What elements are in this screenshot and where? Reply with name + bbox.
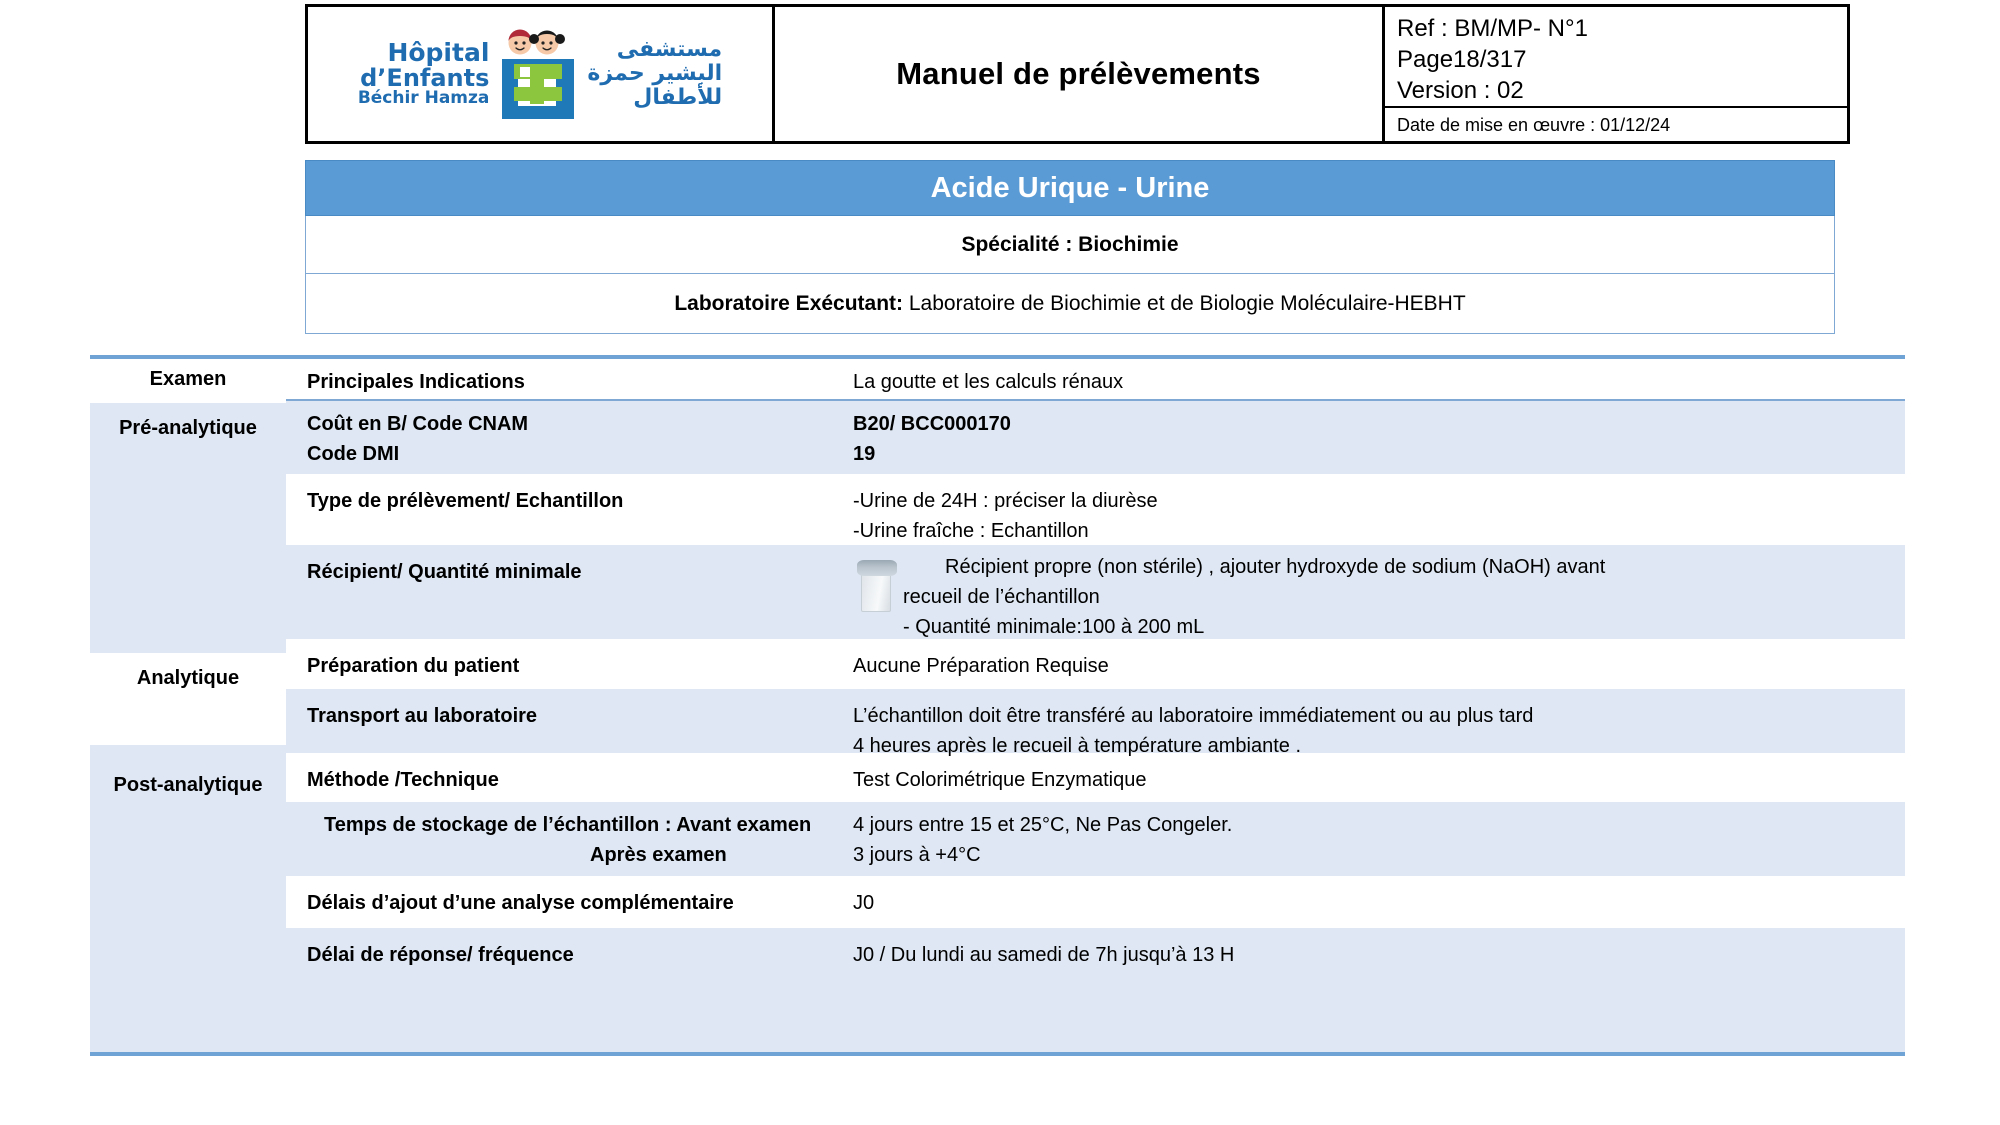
specimen-jar-icon <box>855 554 899 614</box>
document-header <box>305 4 1850 144</box>
row-label-indications: Principales Indications <box>307 371 525 393</box>
logo-arabic-line1: مستشفى <box>616 37 723 63</box>
table-row-preparation <box>286 639 1905 689</box>
row-value-stockage <box>846 802 1905 876</box>
table-row-stockage <box>286 802 1905 876</box>
category-label-analytique: Analytique <box>136 667 240 689</box>
header-title-cell <box>775 7 1385 141</box>
row-value-methode: Test Colorimétrique Enzymatique <box>853 769 1147 791</box>
row-value-recipient-line1: Récipient propre (non stérile) , ajouter hydroxyde de sodium (NaOH) avant <box>945 556 1606 578</box>
logo-arabic-text <box>587 38 722 109</box>
row-label-cout-code <box>286 401 846 474</box>
row-label-preparation: Préparation du patient <box>307 655 520 677</box>
specialty-text: Spécialité : Biochimie <box>961 232 1179 256</box>
category-shade-pre-analytique <box>90 403 286 653</box>
row-label-stockage <box>286 802 846 876</box>
row-value-delai-reponse: J0 / Du lundi au samedi de 7h jusqu’à 13 H <box>853 944 1235 966</box>
row-label-type-prelevement: Type de prélèvement/ Echantillon <box>307 490 624 512</box>
logo-arabic-line2: البشير حمزة <box>587 61 723 87</box>
category-label-post-analytique: Post-analytique <box>113 774 263 796</box>
table-row-delais-ajout <box>286 876 1905 928</box>
table-row-transport <box>286 689 1905 757</box>
doc-effective-date: Date de mise en œuvre : 01/12/24 <box>1397 115 1671 135</box>
row-value-recipient-line3: - Quantité minimale:100 à 200 mL <box>903 616 1205 638</box>
table-row-indications <box>286 355 1905 399</box>
row-label-cout: Coût en B/ Code CNAM <box>307 413 529 435</box>
row-label-stockage-apres: Après examen <box>590 844 727 866</box>
row-value-stockage-apres: 3 jours à +4°C <box>853 844 981 866</box>
exam-title: Acide Urique - Urine <box>930 171 1210 204</box>
logo-arabic-line3: للأطفال <box>633 84 723 110</box>
row-value-transport-line2: 4 heures après le recueil à température ambiante . <box>853 735 1302 757</box>
row-label-code-dmi: Code DMI <box>307 443 400 465</box>
logo-line-hopital: Hôpital <box>387 38 490 68</box>
table-row-methode <box>286 753 1905 802</box>
table-bottom-rule <box>90 1052 1905 1056</box>
hospital-logo <box>358 26 722 122</box>
exam-title-block <box>305 160 1835 334</box>
logo-line-bechir-hamza: Béchir Hamza <box>357 88 490 109</box>
specialty-row <box>305 216 1835 274</box>
row-value-type-prelevement <box>846 474 1905 545</box>
document-title: Manuel de prélèvements <box>896 56 1261 91</box>
doc-page: Page18/317 <box>1397 46 1527 73</box>
row-label-delai-reponse: Délai de réponse/ fréquence <box>307 944 574 966</box>
row-label-transport: Transport au laboratoire <box>307 705 538 727</box>
row-value-transport <box>846 689 1905 757</box>
row-value-cout-code <box>846 401 1905 474</box>
row-label-delais-ajout: Délais d’ajout d’une analyse complémentaire <box>307 892 734 914</box>
logo-emblem-icon <box>492 26 584 122</box>
category-label-pre-analytique: Pré-analytique <box>119 417 257 439</box>
table-row-delai-reponse <box>286 928 1905 1052</box>
row-value-urine-24h: -Urine de 24H : préciser la diurèse <box>853 490 1158 512</box>
row-label-stockage-avant: Temps de stockage de l’échantillon : Avant examen <box>324 814 812 836</box>
doc-ref: Ref : BM/MP- N°1 <box>1397 15 1588 42</box>
row-value-recipient-line2: recueil de l’échantillon <box>903 586 1100 608</box>
executing-lab-row <box>305 274 1835 334</box>
exam-title-bar <box>305 160 1835 216</box>
header-meta-ids <box>1385 7 1847 108</box>
header-meta-date <box>1385 108 1847 141</box>
header-logo-cell <box>308 7 775 141</box>
table-row-cout-code <box>286 399 1905 474</box>
row-label-recipient: Récipient/ Quantité minimale <box>307 561 582 583</box>
category-label-examen: Examen <box>149 368 227 390</box>
row-value-transport-line1: L’échantillon doit être transféré au laboratoire immédiatement ou au plus tard <box>853 705 1534 727</box>
header-meta-cell <box>1385 7 1847 141</box>
row-value-delais-ajout: J0 <box>853 892 875 914</box>
doc-version: Version : 02 <box>1397 77 1524 104</box>
row-value-preparation: Aucune Préparation Requise <box>853 655 1109 677</box>
logo-line-enfants: d’Enfants <box>360 63 490 92</box>
table-row-recipient <box>286 545 1905 639</box>
row-value-urine-fraiche: -Urine fraîche : Echantillon <box>853 520 1089 542</box>
table-row-type-prelevement <box>286 474 1905 545</box>
row-label-methode: Méthode /Technique <box>307 769 499 791</box>
executing-lab-label: Laboratoire Exécutant: <box>674 291 904 315</box>
row-value-code-dmi: 19 <box>853 443 876 465</box>
row-value-indications: La goutte et les calculs rénaux <box>853 371 1124 393</box>
row-value-stockage-avant: 4 jours entre 15 et 25°C, Ne Pas Congeler. <box>853 814 1233 836</box>
row-value-recipient <box>846 545 1905 639</box>
executing-lab-value: Laboratoire de Biochimie et de Biologie Moléculaire-HEBHT <box>903 291 1466 315</box>
row-value-cout: B20/ BCC000170 <box>853 413 1011 435</box>
logo-french-text <box>358 40 490 107</box>
